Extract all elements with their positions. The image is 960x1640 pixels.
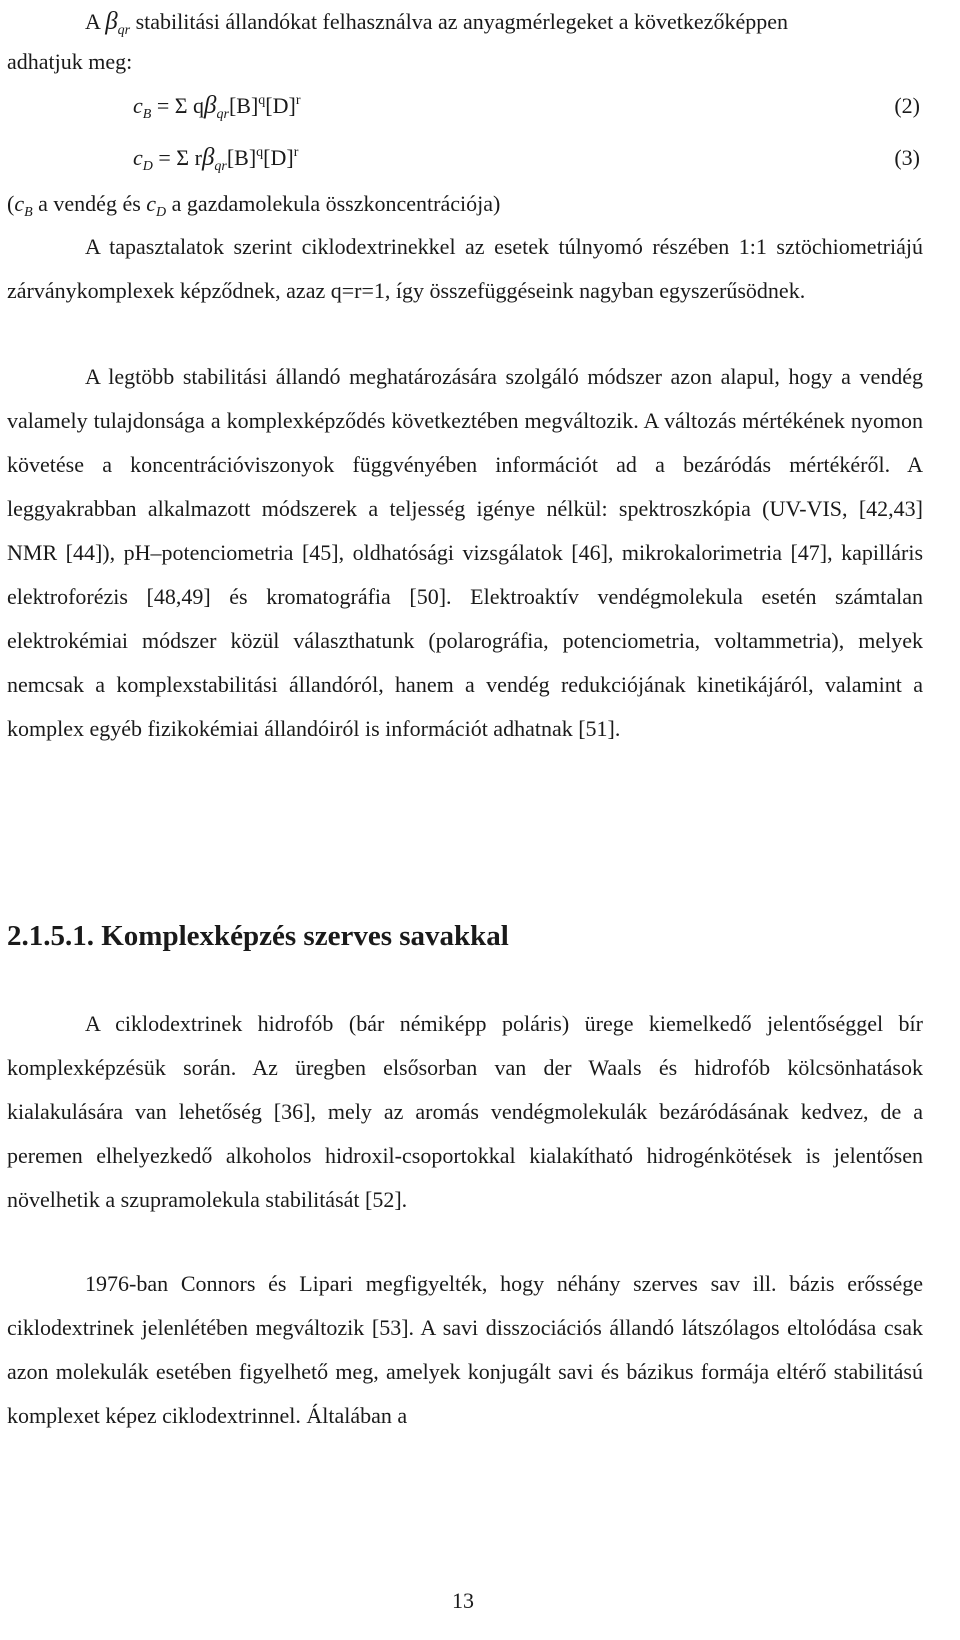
eq2-d: [D]	[265, 93, 296, 118]
eq2-lhs-sub: B	[142, 107, 152, 122]
intro-paragraph	[7, 0, 923, 84]
eq3-lhs: c	[133, 145, 143, 170]
eq2-sum: = Σ q	[151, 93, 205, 118]
eq3-b-sup: q	[256, 145, 264, 160]
eq3-d-sup: r	[293, 145, 299, 160]
paragraph-connors	[7, 1262, 923, 1438]
eq2-beta: β	[204, 92, 217, 119]
note-cb-sub: B	[24, 205, 33, 220]
note-close: a gazdamolekula összkoncentrációja)	[166, 191, 501, 216]
note-cd-sub: D	[156, 205, 167, 220]
paragraph-stoichiometry	[7, 225, 923, 313]
eq2-lhs: c	[133, 93, 143, 118]
paragraph-2-text: A legtöbb stabilitási állandó meghatározására szolgáló módszer azon alapul, hogy a vendég valamely tulajdonsága a komplexképződés következtében megváltozik. A változás mértékének nyomon követése a koncentrációviszonyok függvényében információt ad a bezáródás mértékéről. A leggyakrabban alkalmazott módszerek a teljesség igénye nélkül: spektroszkópia (UV-VIS, [42,43] NMR [44]), pH–potenciometria [45], oldhatósági vizsgálatok [46], mikrokalorimetria [47], kapilláris elektroforézis [48,49] és kromatográfia [50]. Elektroaktív vendégmolekula esetén számtalan elektrokémiai módszer közül választhatunk (polarográfia, potenciometria, voltammetria), melyek nemcsak a komplexstabilitási állandóról, hanem a vendég redukciójának kinetikájáról, valamint a komplex egyéb fizikokémiai állandóiról is információt adhatnak [51].	[7, 364, 923, 741]
equation-number-2: (2)	[894, 93, 920, 118]
paragraph-3-text: A ciklodextrinek hidrofób (bár némiképp poláris) üregе kiemelkedő jelentőséggel bír komplexképzésük során. Az üregben elsősorban van der Waals és hidrofób kölcsönhatások kialakulására van lehetőség [36], mely az aromás vendégmolekulák bezáródásának kedvez, de a peremen elhelyezkedő alkoholos hidroxil-csoportokkal kialakítható hidrogénkötések is jelentősen növelhetik a szupramolekula stabilitását [52].	[7, 1011, 923, 1212]
eq3-beta-sub: qr	[214, 159, 227, 174]
eq3-sum: = Σ r	[152, 145, 202, 170]
eq2-beta-sub: qr	[216, 107, 229, 122]
eq3-lhs-sub: D	[142, 159, 153, 174]
eq3-d: [D]	[263, 145, 294, 170]
intro-line1: stabilitási állandókat felhasználva az anyagmérlegeket a következőképpen	[130, 9, 788, 34]
note-cd: c	[146, 191, 157, 216]
eq2-b: [B]	[228, 93, 259, 118]
paragraph-4-text: 1976-ban Connors és Lipari megfigyelték, hogy néhány szerves sav ill. bázis erőssége ciklodextrinek jelenlétében megváltozik [53]. A savi disszociációs állandó látszólagos eltolódása csak azon molekulák esetében figyelhető meg, amelyek konjugált savi és bázikus formája eltérő stabilitású komplexet képez ciklodextrinnel. Általában a	[7, 1271, 923, 1428]
equation-2	[7, 80, 923, 132]
section-heading: 2.1.5.1. Komplexképzés szerves savakkal	[7, 920, 509, 952]
variable-note	[7, 182, 923, 226]
note-middle: a vendég és	[32, 191, 147, 216]
eq3-b: [B]	[226, 145, 257, 170]
page-number: 13	[452, 1588, 474, 1613]
equation-3	[7, 132, 923, 184]
note-cb: c	[14, 191, 25, 216]
paragraph-methods	[7, 355, 923, 751]
paragraph-1-text: A tapasztalatok szerint ciklodextrinekkel az esetek túlnyomó részében 1:1 sztöchiometriájú zárványkomplexek képződnek, azaz q=r=1, így összefüggéseink nagyban egyszerűsödnek.	[7, 234, 923, 303]
beta-subscript: qr	[117, 23, 131, 38]
eq3-beta: β	[201, 144, 215, 171]
equation-block	[7, 80, 923, 184]
paragraph-cavity	[7, 1002, 923, 1222]
eq2-d-sup: r	[295, 93, 301, 108]
note-open: (	[7, 191, 15, 216]
beta-symbol: β	[105, 8, 118, 35]
eq2-b-sup: q	[258, 93, 266, 108]
equation-number-3: (3)	[894, 145, 920, 170]
intro-line2: adhatjuk meg:	[7, 49, 133, 74]
intro-prefix: A	[85, 9, 106, 34]
